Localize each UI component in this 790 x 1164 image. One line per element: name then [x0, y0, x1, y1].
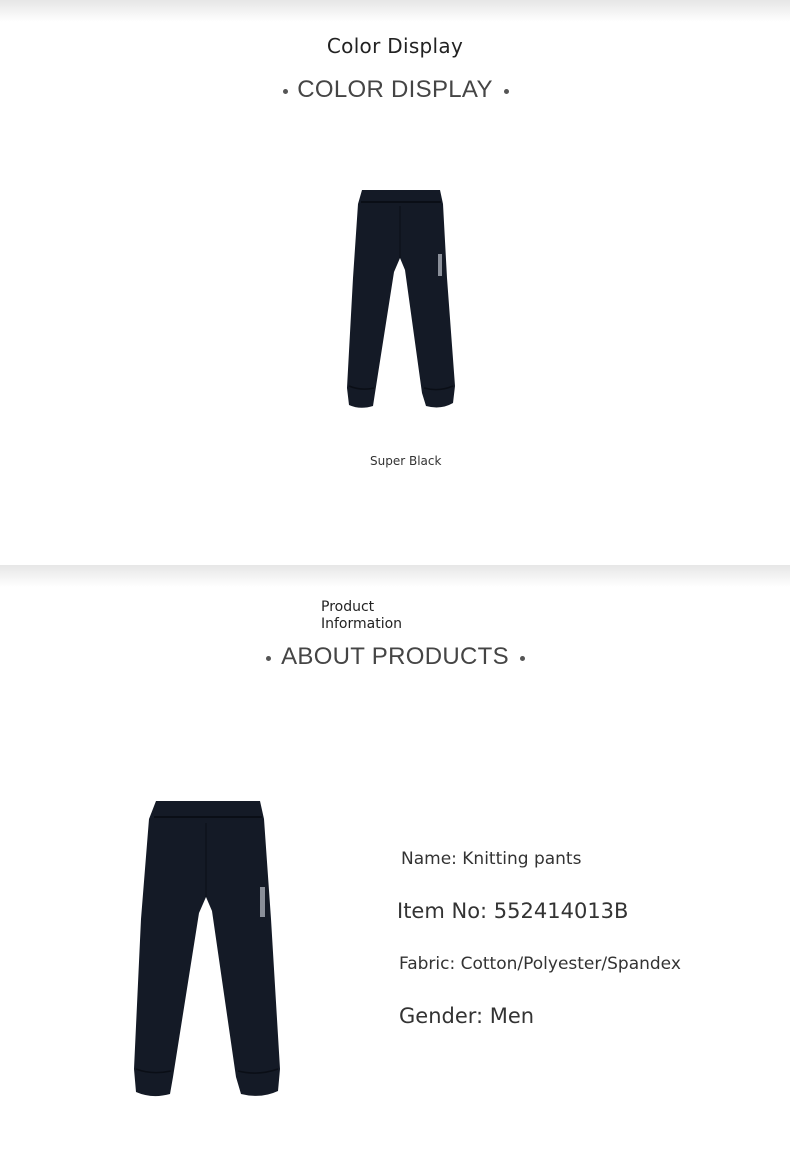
section-top-shade	[0, 565, 790, 587]
color-display-heading: COLOR DISPLAY	[297, 76, 493, 103]
product-name-spec: Name: Knitting pants	[401, 849, 582, 869]
black-knit-pants-icon	[130, 799, 284, 1099]
black-knit-pants-icon	[344, 188, 458, 410]
heading-dot-right	[520, 656, 525, 661]
section-top-shade	[0, 0, 790, 22]
product-info-title: Product Information	[321, 599, 403, 632]
swatch-label-super-black: Super Black	[370, 454, 442, 468]
heading-dot-right	[504, 89, 509, 94]
color-display-section	[0, 0, 790, 565]
fabric-spec: Fabric: Cotton/Polyester/Spandex	[399, 954, 681, 974]
product-info-section	[0, 565, 790, 1164]
about-products-heading: ABOUT PRODUCTS	[281, 643, 509, 670]
color-display-title: Color Display	[326, 34, 464, 58]
gender-spec: Gender: Men	[399, 1004, 535, 1028]
item-number-spec: Item No: 552414013B	[397, 899, 629, 923]
